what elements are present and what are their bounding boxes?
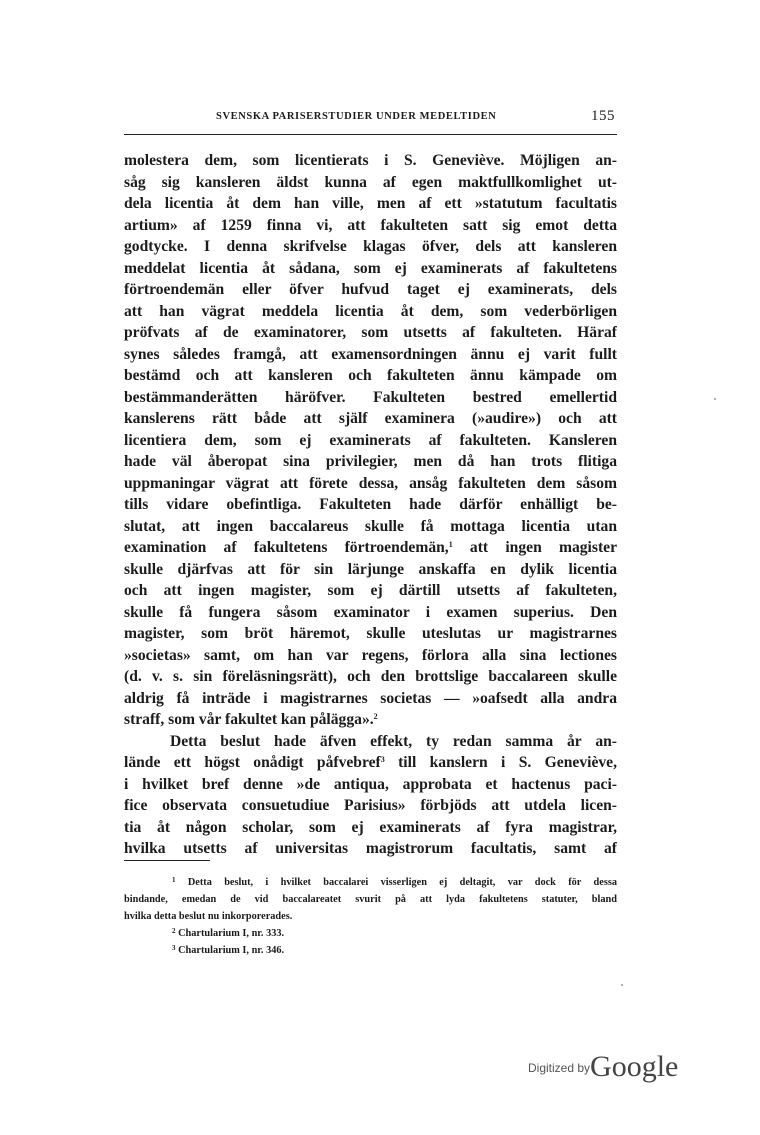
text-line [124, 430, 617, 452]
text-line-content: licentiera dem, som ej examinerats af fakulteten. Kansleren [124, 431, 617, 449]
text-line-content: (d. v. s. sin föreläsningsrätt), och den brottslige baccalareen skulle [124, 668, 617, 685]
digitized-by-google-watermark [528, 1050, 678, 1090]
text-line-content: hade väl åberopat sina privilegier, men då han trots flitiga [124, 453, 617, 470]
footnote-text: bindande, emedan de vid baccalareatet svurit på att lyda fakultetens statuter, bland [124, 894, 617, 905]
text-line-content: aldrig få inträde i magistrarnes societas — »oafsedt alla andra [124, 689, 617, 707]
text-line-content: bestämmanderätten häröfver. Fakulteten bestred emellertid [124, 388, 617, 406]
text-line-content: dela licentia åt dem han ville, men af ett »statutum facultatis [124, 195, 617, 212]
text-line-content: uppmaningar vägrat att förete dessa, ansåg fakulteten dem såsom [124, 474, 617, 492]
text-line [124, 473, 617, 495]
text-line [124, 752, 617, 774]
footnote-text: Chartularium I, nr. 346. [175, 945, 285, 956]
text-line-content: förtroendemän eller öfver hufvud taget ej examinerats, dels [124, 281, 617, 298]
text-line [124, 451, 617, 473]
text-line [124, 365, 617, 387]
text-line-content: hvilka utsetts af universitas magistrorum facultatis, samt af [124, 840, 617, 857]
text-line-content: artium» af 1259 finna vi, att fakulteten satt sig emot detta [124, 216, 617, 234]
text-line [124, 279, 617, 301]
text-line-content: att han vägrat meddela licentia åt dem, som vederbörligen [124, 302, 617, 320]
footnote-text: Chartularium I, nr. 333. [175, 928, 285, 939]
footnote-line [124, 874, 617, 891]
text-line-content: lände ett högst onådigt påfvebref [124, 754, 381, 771]
text-line-content: och att ingen magister, som ej därtill utsetts af fakulteten, [124, 582, 617, 599]
footnote-line [124, 908, 617, 925]
text-line-continuation: att ingen magister [452, 539, 617, 556]
text-line [124, 408, 617, 430]
text-line-content: i hvilket bref denne »de antiqua, approbata et hactenus paci- [124, 775, 617, 793]
text-line [124, 731, 617, 753]
text-line-content: Detta beslut hade äfven effekt, ty redan samma år an- [170, 732, 617, 750]
footnotes [124, 874, 617, 959]
page-number: 155 [591, 108, 615, 124]
text-line-content: pröfvats af de examinatorer, som utsetts af fakulteten. Häraf [124, 324, 617, 341]
text-line-content: meddelat licentia åt sådana, som ej examinerats af fakultetens [124, 259, 617, 277]
text-line-content: straff, som vår fakultet kan pålägga». [124, 711, 374, 728]
text-line-content: godtycke. I denna skrifvelse klagas öfver, dels att kansleren [124, 238, 617, 255]
text-line-continuation: till kanslern i S. Geneviève, [384, 754, 617, 771]
text-line [124, 301, 617, 323]
text-line-content: magister, som bröt häremot, skulle uteslutas ur magistrarnes [124, 625, 617, 642]
text-line-content: examination af fakultetens förtroendemän, [124, 539, 449, 556]
footnote-line [124, 925, 617, 942]
text-line-content: såg sig kansleren äldst kunna af egen maktfullkomlighet ut- [124, 173, 617, 191]
text-line [124, 236, 617, 258]
text-line [124, 559, 617, 581]
text-line [124, 709, 617, 731]
text-line-content: »societas» samt, om han var regens, förlora alla sina lectiones [124, 646, 617, 664]
text-line [124, 537, 617, 559]
footnote-text: hvilka detta beslut nu inkorporerades. [124, 911, 293, 922]
text-line [124, 666, 617, 688]
text-line [124, 494, 617, 516]
footnote-number: 3 [172, 944, 176, 952]
text-line [124, 623, 617, 645]
text-line [124, 580, 617, 602]
text-line [124, 215, 617, 237]
text-line [124, 516, 617, 538]
text-line [124, 817, 617, 839]
running-title: SVENSKA PARISERSTUDIER UNDER MEDELTIDEN [216, 111, 497, 122]
text-line-content: synes således framgå, att examensordningen ännu ej varit fullt [124, 345, 617, 363]
text-line-content: fice observata consuetudiue Parisius» förbjöds att utdela licen- [124, 797, 617, 814]
footnote-marker: 1 [448, 540, 453, 549]
text-line-content: bestämd och att kansleren och fakulteten ännu kämpade om [124, 367, 617, 384]
footnote-text: Detta beslut, i hvilket baccalarei visserligen ej deltagit, var dock för dessa [175, 877, 617, 888]
footnote-number: 1 [172, 876, 176, 884]
text-line [124, 387, 617, 409]
footnote-line [124, 891, 617, 908]
text-line [124, 258, 617, 280]
scan-speck [621, 984, 623, 986]
footnote-rule [124, 860, 210, 861]
footnote-number: 2 [172, 927, 176, 935]
scan-speck [714, 398, 716, 400]
text-line [124, 795, 617, 817]
text-line-content: slutat, att ingen baccalareus skulle få mottaga licentia utan [124, 517, 617, 535]
text-line-content: kanslerens rätt både att själf examinera (»audire») och att [124, 410, 617, 427]
text-line [124, 344, 617, 366]
text-line [124, 322, 617, 344]
text-line-content: molestera dem, som licentierats i S. Geneviève. Möjligen an- [124, 152, 617, 169]
footnote-marker: 3 [380, 755, 385, 764]
text-line [124, 602, 617, 624]
text-line [124, 838, 617, 860]
text-line-content: skulle djärfvas att för sin lärjunge anskaffa en dylik licentia [124, 560, 617, 578]
text-line [124, 688, 617, 710]
text-line [124, 172, 617, 194]
footnote-line [124, 942, 617, 959]
watermark-logo-text: Google [590, 1050, 679, 1083]
header-rule [124, 134, 617, 135]
running-header [124, 108, 617, 132]
text-line [124, 645, 617, 667]
text-line-content: skulle få fungera såsom examinator i examen superius. Den [124, 603, 617, 621]
watermark-small-text: Digitized by [528, 1061, 591, 1075]
footnote-marker: 2 [373, 712, 378, 721]
body-text [124, 150, 617, 860]
text-line [124, 774, 617, 796]
text-line-content: tills vidare obefintliga. Fakulteten hade därför enhälligt be- [124, 496, 617, 513]
text-line-content: tia åt någon scholar, som ej examinerats af fyra magistrar, [124, 818, 617, 836]
text-line [124, 193, 617, 215]
text-line [124, 150, 617, 172]
